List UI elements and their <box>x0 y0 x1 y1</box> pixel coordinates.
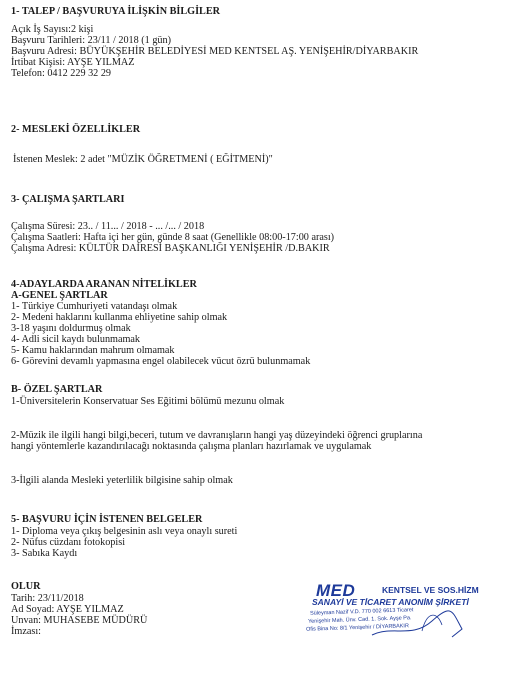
general-condition-item: 5- Kamu haklarından mahrum olmamak <box>11 345 175 356</box>
special-conditions-title: B- ÖZEL ŞARTLAR <box>11 384 103 395</box>
stamp-address-line: Yenişehir Mah. Ünv. Cad. 1. Sok. Ayşe Pa. <box>307 615 412 625</box>
sign-date: Tarih: 23/11/2018 <box>11 593 84 604</box>
general-condition-item: 2- Medeni haklarını kullanma ehliyetine sahip olmak <box>11 312 228 323</box>
general-condition-item: 1- Türkiye Cumhuriyeti vatandaşı olmak <box>11 301 178 312</box>
required-document: 2- Nüfus cüzdanı fotokopisi <box>11 537 126 548</box>
sign-title: Unvan: MUHASEBE MÜDÜRÜ <box>11 615 148 626</box>
general-condition-item: 6- Görevini devamlı yapmasına engel olabilecek vücut özrü bulunmamak <box>11 356 311 367</box>
required-document: 3- Sabıka Kaydı <box>11 548 78 559</box>
phone: Telefon: 0412 229 32 29 <box>11 68 112 79</box>
stamp-brand: MED <box>316 581 356 600</box>
special-condition-item: 3-İlgili alanda Mesleki yeterlilik bilgisine sahip olmak <box>11 475 233 486</box>
stamp-tax-line: Süleyman Nazif V.D. 770 002 6613 Ticaret <box>309 607 414 617</box>
application-address: Başvuru Adresi: BÜYÜKŞEHİR BELEDİYESİ MED KENTSEL AŞ. YENİŞEHİR/DİYARBAKIR <box>11 46 419 57</box>
special-condition-item: hangi yöntemlerle kazandırılacağı noktasında çalışma planları hazırlamak ve uygulamak <box>11 441 372 452</box>
stamp-brand-suffix: KENTSEL VE SOS.HİZM <box>382 585 479 595</box>
stamp-address-line-2: Ofis Bina No: 8/1 Yenişehir / DİYARBAKIR <box>305 623 409 633</box>
section-4-title: 4-ADAYLARDA ARANAN NİTELİKLER <box>11 279 197 290</box>
stamp-company-line: SANAYİ VE TİCARET ANONİM ŞİRKETİ <box>312 597 469 607</box>
general-conditions-title: A-GENEL ŞARTLAR <box>11 290 108 301</box>
section-5-title: 5- BAŞVURU İÇİN İSTENEN BELGELER <box>11 514 203 525</box>
sign-name: Ad Soyad: AYŞE YILMAZ <box>11 604 124 615</box>
special-condition-item: 1-Üniversitelerin Konservatuar Ses Eğitimi bölümü mezunu olmak <box>11 396 285 407</box>
section-2-title: 2- MESLEKİ ÖZELLİKLER <box>11 124 141 135</box>
sign-signature-label: İmzası: <box>11 626 41 637</box>
application-dates: Başvuru Tarihleri: 23/11 / 2018 (1 gün) <box>11 35 171 46</box>
requested-profession: İstenen Meslek: 2 adet "MÜZİK ÖĞRETMENİ ( EĞİTMENİ)" <box>13 154 273 165</box>
contact-person: İrtibat Kişisi: AYŞE YILMAZ <box>11 57 135 68</box>
general-condition-item: 4- Adli sicil kaydı bulunmamak <box>11 334 141 345</box>
work-duration: Çalışma Süresi: 23.. / 11... / 2018 - ... /... / 2018 <box>11 221 205 232</box>
company-stamp <box>302 581 482 641</box>
work-address: Çalışma Adresi: KÜLTÜR DAİRESİ BAŞKANLIĞI YENİŞEHİR /D.BAKIR <box>11 243 330 254</box>
approval-title: OLUR <box>11 581 41 592</box>
work-hours: Çalışma Saatleri: Hafta içi her gün, günde 8 saat (Genellikle 08:00-17:00 arası) <box>11 232 335 243</box>
open-positions: Açık İş Sayısı:2 kişi <box>11 24 94 35</box>
special-condition-item: 2-Müzik ile ilgili hangi bilgi,beceri, tutum ve davranışların hangi yaş düzeyindeki öğrenci gruplarına <box>11 430 423 441</box>
section-1-title: 1- TALEP / BAŞVURUYA İLİŞKİN BİLGİLER <box>11 6 220 17</box>
general-condition-item: 3-18 yaşını doldurmuş olmak <box>11 323 131 334</box>
required-document: 1- Diploma veya çıkış belgesinin aslı veya onaylı sureti <box>11 526 238 537</box>
section-3-title: 3- ÇALIŞMA ŞARTLARI <box>11 194 125 205</box>
